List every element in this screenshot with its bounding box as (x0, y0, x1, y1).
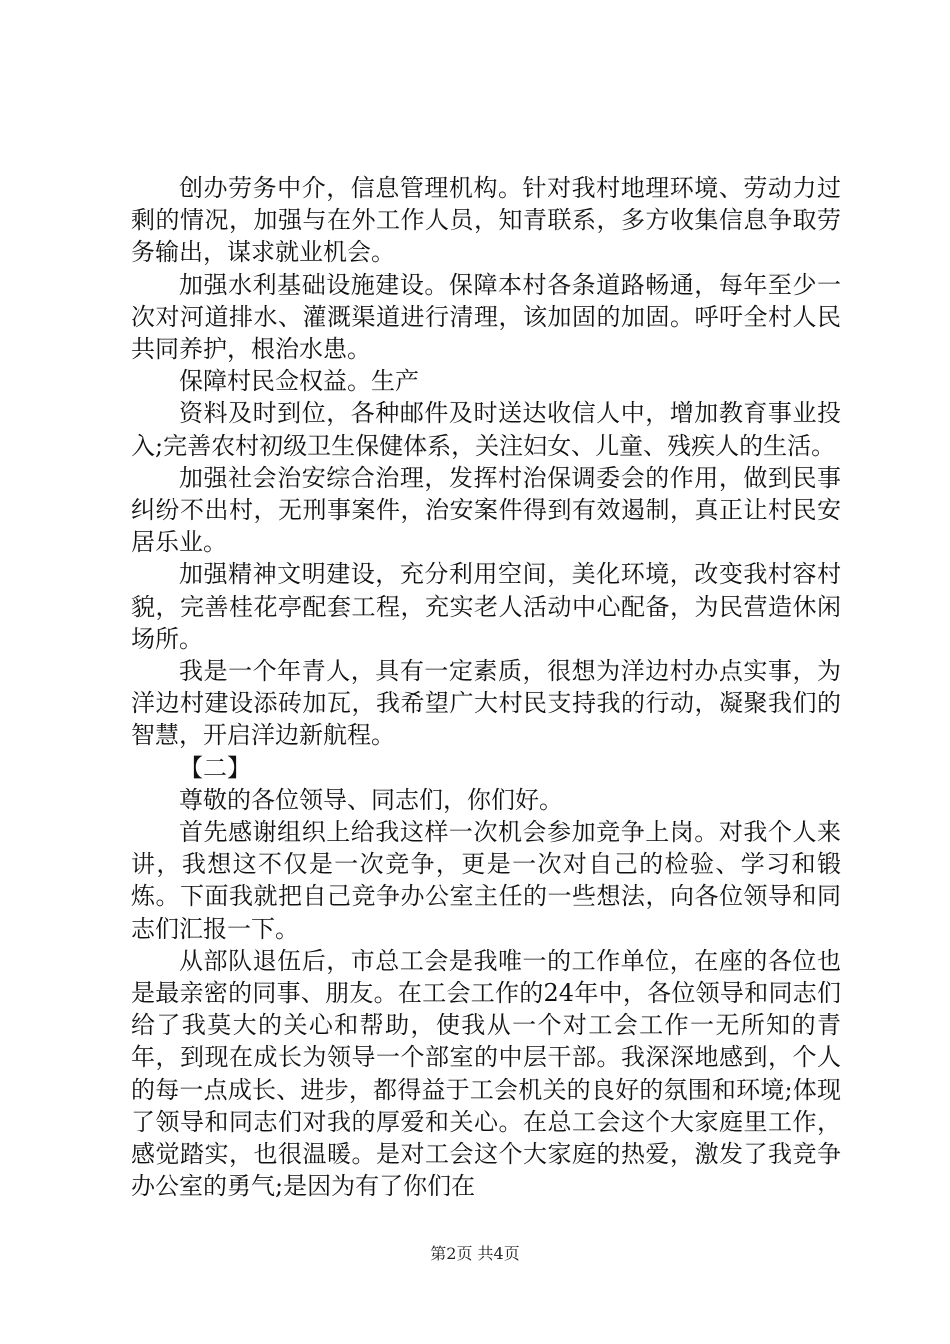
paragraph: 首先感谢组织上给我这样一次机会参加竞争上岗。对我个人来讲，我想这不仅是一次竞争，更是一次对自己的检验、学习和锻炼。下面我就把自己竞争办公室主任的一些想法，向各位领导和同志们汇报一下。 (131, 818, 841, 943)
paragraph: 加强社会治安综合治理，发挥村治保调委会的作用，做到民事纠纷不出村，无刑事案件，治安案件得到有效遏制，真正让村民安居乐业。 (131, 463, 841, 557)
paragraph: 保障村民佥权益。生产 (179, 367, 419, 396)
document-body (131, 172, 841, 1203)
paragraph: 加强精神文明建设，充分利用空间，美化环境，改变我村容村貌，完善桂花亭配套工程，充实老人活动中心配备，为民营造休闲场所。 (131, 560, 841, 653)
section-heading: 【二】 (179, 753, 251, 782)
paragraph: 从部队退伍后，市总工会是我唯一的工作单位，在座的各位也是最亲密的同事、朋友。在工会工作的24年中，各位领导和同志们给了我莫大的关心和帮助，使我从一个对工会工作一无所知的青年，到现在成长为领导一个部室的中层干部。我深深地感到，个人的每一点成长、进步，都得益于工会机关的良好的氛围和环境;体现了领导和同志们对我的厚爱和关心。在总工会这个大家庭里工作，感觉踏实，也很温暖。是对工会这个大家庭的热爱，激发了我竞争办公室的勇气;是因为有了你们在 (131, 946, 841, 1201)
paragraph: 创办劳务中介，信息管理机构。针对我村地理环境、劳动力过剩的情况，加强与在外工作人员，知青联系，多方收集信息争取劳务输出，谋求就业机会。 (131, 174, 841, 267)
paragraph: 我是一个年青人，具有一定素质，很想为洋边村办点实事，为洋边村建设添砖加瓦，我希望广大村民支持我的行动，凝聚我们的智慧，开启洋边新航程。 (131, 657, 841, 750)
paragraph: 资料及时到位，各种邮件及时送达收信人中，增加教育事业投入;完善农村初级卫生保健体系，关注妇女、儿童、残疾人的生活。 (131, 399, 841, 460)
paragraph: 加强水利基础设施建设。保障本村各条道路畅通，每年至少一次对河道排水、灌溉渠道进行清理，该加固的加固。呼吁全村人民共同养护，根治水患。 (131, 270, 841, 364)
page-number-footer: 第2页 共4页 (430, 1244, 520, 1263)
paragraph: 尊敬的各位领导、同志们，你们好。 (179, 785, 563, 814)
